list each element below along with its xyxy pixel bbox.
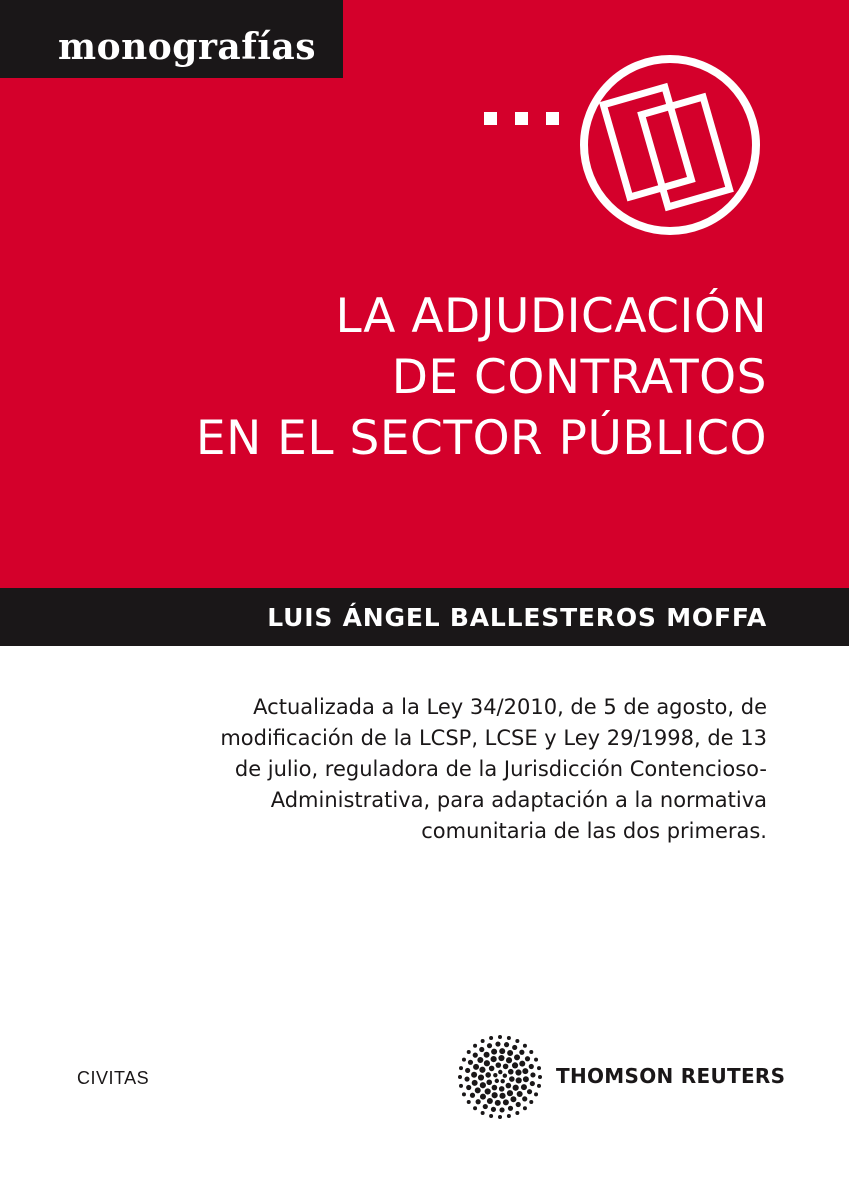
logo-dot (492, 1085, 498, 1091)
logo-dot (481, 1039, 485, 1043)
logo-dot (507, 1114, 511, 1118)
title-line: EN EL SECTOR PÚBLICO (195, 411, 767, 466)
logo-dot (466, 1085, 471, 1090)
logo-dot (514, 1054, 520, 1060)
logo-dot (515, 1069, 521, 1075)
dotted-sphere-icon (455, 1032, 545, 1122)
logo-dot (501, 1079, 505, 1083)
logo-dot (513, 1085, 519, 1091)
logo-dot (525, 1056, 530, 1061)
overlapping-frames-in-circle-icon (575, 50, 765, 240)
logo-dot (503, 1064, 509, 1070)
logo-dot (496, 1062, 502, 1068)
logo-dot (476, 1099, 481, 1104)
logo-dot (487, 1043, 492, 1048)
logo-dot (495, 1100, 501, 1106)
logo-dot (498, 1070, 502, 1074)
logo-dot (477, 1057, 483, 1063)
logo-dot (479, 1047, 484, 1052)
logo-dot (468, 1060, 473, 1065)
logo-dot (480, 1082, 486, 1088)
logo-dot (516, 1102, 521, 1107)
logo-dot (470, 1093, 475, 1098)
logo-dot (473, 1064, 479, 1070)
logo-dot (458, 1075, 462, 1079)
logo-dot (498, 1115, 502, 1119)
logo-dot (485, 1088, 491, 1094)
logo-dot (530, 1072, 535, 1077)
logo-dot (507, 1036, 511, 1040)
logo-dot (491, 1056, 497, 1062)
logo-dot (462, 1092, 466, 1096)
logo-dot (529, 1064, 534, 1069)
logo-dot (507, 1090, 513, 1096)
logo-dot (504, 1042, 509, 1047)
imprint-label: CIVITAS (77, 1068, 150, 1088)
logo-dot (521, 1084, 527, 1090)
logo-dot (508, 1069, 514, 1075)
logo-dot (519, 1050, 524, 1055)
subtitle-line: modificación de la LCSP, LCSE y Ley 29/1998, de 13 (220, 726, 767, 750)
series-box (0, 0, 343, 78)
title-line: LA ADJUDICACIÓN (335, 289, 767, 344)
logo-dot (530, 1081, 535, 1086)
logo-dot (529, 1100, 533, 1104)
logo-dot (506, 1057, 512, 1063)
logo-dot (519, 1061, 525, 1067)
logo-dot (473, 1044, 477, 1048)
logo-dot (487, 1098, 493, 1104)
logo-dot (499, 1093, 505, 1099)
title-line: DE CONTRATOS (391, 350, 767, 405)
logo-dot (503, 1074, 507, 1078)
logo-dot (489, 1036, 493, 1040)
logo-dot (467, 1050, 471, 1054)
logo-dot (512, 1045, 517, 1050)
logo-dot (495, 1079, 499, 1083)
subtitle-line: Administrativa, para adaptación a la normativa (270, 788, 767, 812)
logo-dot (529, 1050, 533, 1054)
logo-dot (492, 1092, 498, 1098)
logo-dot (499, 1086, 505, 1092)
logo-dot (499, 1107, 504, 1112)
logo-dot (473, 1053, 478, 1058)
logo-dot (465, 1068, 470, 1073)
logo-dot (537, 1066, 541, 1070)
logo-dot (484, 1052, 490, 1058)
logo-dot (517, 1091, 523, 1097)
logo-dot (506, 1083, 512, 1089)
logo-dot (515, 1111, 519, 1115)
logo-dot (498, 1035, 502, 1039)
logo-dot (475, 1087, 481, 1093)
logo-dot (534, 1058, 538, 1062)
logo-dot (459, 1084, 463, 1088)
logo-dot (523, 1106, 527, 1110)
book-title (67, 286, 767, 469)
logo-dot (479, 1067, 485, 1073)
logo-dot (459, 1066, 463, 1070)
logo-dot (491, 1107, 496, 1112)
logo-dot (489, 1066, 495, 1072)
subtitle-line: comunitaria de las dos primeras. (421, 819, 767, 843)
logo-dot (480, 1094, 486, 1100)
logo-dot (464, 1076, 469, 1081)
logo-dot (522, 1068, 528, 1074)
logo-dot (478, 1074, 484, 1080)
ellipsis-dots-icon (484, 112, 564, 126)
logo-dot (485, 1072, 491, 1078)
logo-dot (507, 1050, 513, 1056)
logo-dot (473, 1106, 477, 1110)
logo-dot (499, 1048, 505, 1054)
logo-dot (523, 1076, 529, 1082)
logo-dot (523, 1044, 527, 1048)
logo-dot (489, 1114, 493, 1118)
logo-dot (527, 1089, 532, 1094)
logo-dot (498, 1055, 504, 1061)
series-label: monografías (58, 26, 317, 68)
logo-dot (508, 1106, 513, 1111)
logo-dot (493, 1073, 497, 1077)
logo-dot (495, 1041, 500, 1046)
logo-dot (486, 1079, 492, 1085)
subtitle (207, 692, 767, 847)
logo-dot (503, 1099, 509, 1105)
logo-dot (515, 1039, 519, 1043)
logo-dot (471, 1072, 477, 1078)
logo-dot (537, 1084, 541, 1088)
subtitle-line: de julio, reguladora de la Jurisdicción Contencioso- (234, 757, 767, 781)
author-name: LUIS ÁNGEL BALLESTEROS MOFFA (267, 603, 767, 632)
logo-dot (512, 1062, 518, 1068)
logo-dot (534, 1092, 538, 1096)
logo-dot (510, 1096, 516, 1102)
logo-dot (522, 1096, 527, 1101)
subtitle-line: Actualizada a la Ley 34/2010, de 5 de agosto, de (253, 695, 767, 719)
logo-dot (483, 1104, 488, 1109)
logo-dot (467, 1100, 471, 1104)
logo-dot (462, 1058, 466, 1062)
logo-dot (491, 1049, 497, 1055)
logo-dot (484, 1060, 490, 1066)
logo-dot (481, 1111, 485, 1115)
logo-dot (516, 1077, 522, 1083)
logo-dot (538, 1075, 542, 1079)
logo-dot (472, 1080, 478, 1086)
publisher-name: THOMSON REUTERS (556, 1064, 786, 1088)
logo-dot (509, 1076, 515, 1082)
